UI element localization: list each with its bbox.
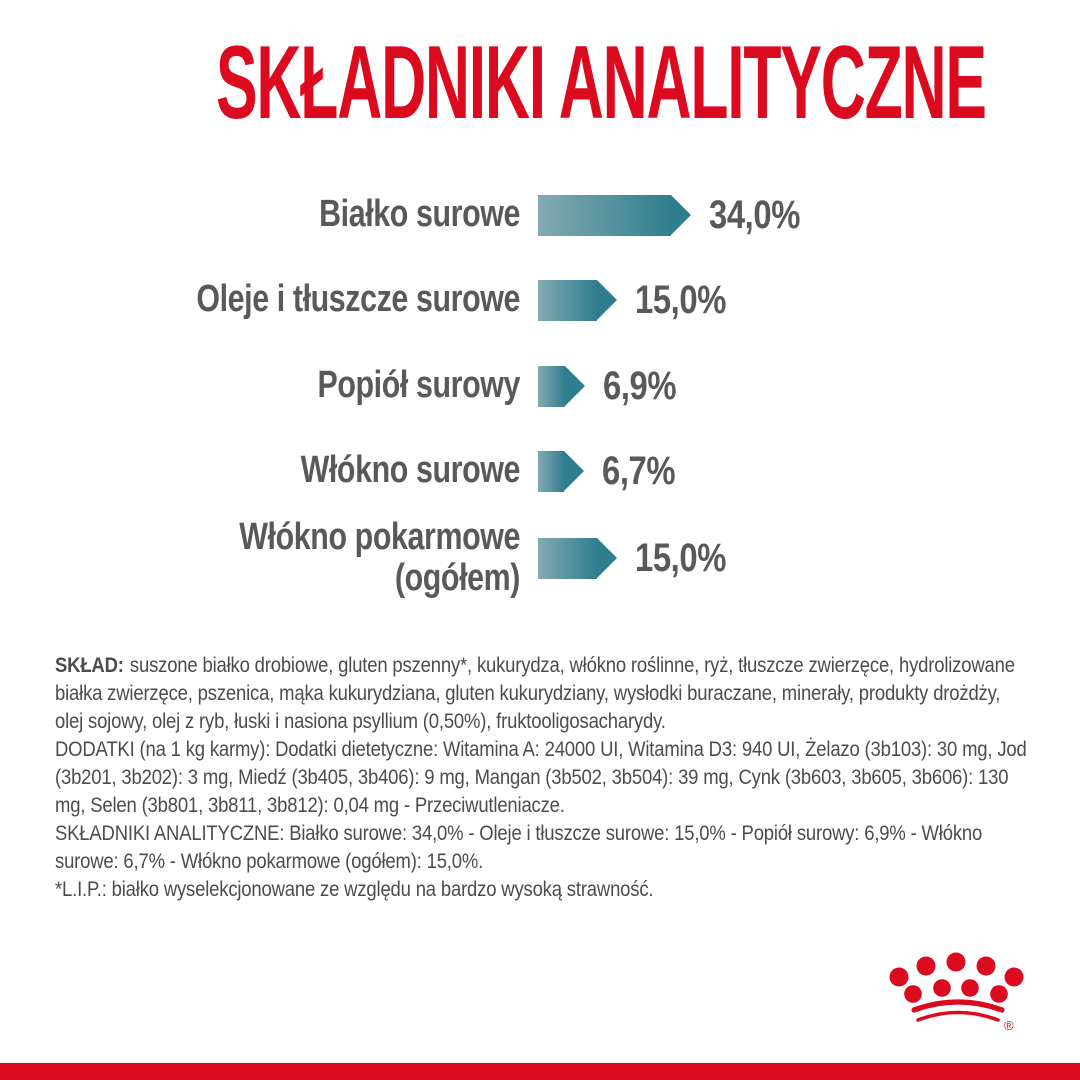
lip-footnote: *L.I.P.: białko wyselekcjonowane ze względu na bardzo wysoką strawność. (55, 878, 654, 901)
ingredients-text-block (55, 652, 1030, 904)
chart-row-5 (0, 503, 1080, 613)
bar-label: Włókno surowe (300, 449, 520, 492)
bar-value: 6,7% (602, 448, 676, 493)
composition-paragraph (55, 652, 1030, 736)
bar-rect (538, 195, 671, 236)
bar-arrow-tip (564, 451, 584, 491)
value-bar (538, 538, 617, 579)
bar-label: Popiół surowy (317, 364, 520, 407)
registered-trademark-icon: ® (1004, 1018, 1014, 1033)
composition-text: suszone białko drobiowe, gluten pszenny*, kukurydza, włókno roślinne, ryż, tłuszcze zwierzęce, hydrolizowane białka zwierzęce, pszenica, mąka kukurydziana, gluten kukurydziany, wysłodki buraczane, minerały, produkty drożdży, olej sojowy, olej z ryb, łuski i nasiona psyllium (0,50%), fruktooligosacharydy. (55, 654, 1015, 733)
value-bar (538, 451, 584, 492)
bar-label: Oleje i tłuszcze surowe (196, 278, 521, 321)
analytical-constituents-paragraph: SKŁADNIKI ANALITYCZNE: Białko surowe: 34,0% - Oleje i tłuszcze surowe: 15,0% - Popiół surowy: 6,9% - Włókno surowe: 6,7% - Włókno pokarmowe (ogółem): 15,0%. (55, 822, 983, 873)
royal-canin-crown-logo (888, 950, 1034, 1036)
bar-arrow-tip (671, 195, 691, 235)
bar-label: Włókno pokarmowe (ogółem) (239, 515, 520, 599)
bar-arrow-tip (597, 280, 617, 320)
page-title: SKŁADNIKI ANALITYCZNE (216, 25, 986, 141)
bar-label: Białko surowe (319, 193, 520, 236)
composition-label: SKŁAD: (55, 654, 124, 677)
bar-value: 15,0% (634, 277, 726, 322)
value-bar (538, 366, 585, 407)
bar-rect (538, 451, 564, 492)
bar-value: 6,9% (602, 363, 677, 408)
bar-rect (538, 280, 597, 321)
bar-value: 34,0% (708, 192, 800, 237)
additives-paragraph: DODATKI (na 1 kg karmy): Dodatki dietetyczne: Witamina A: 24000 UI, Witamina D3: 940 UI, Żelazo (3b103): 30 mg, Jod (3b201, 3b202): 3 mg, Miedź (3b405, 3b406): 9 mg, Mangan (3b502, 3b504): 39 mg, Cynk (3b603, 3b605, 3b606): 130 mg, Selen (3b801, 3b811, 3b812): 0,04 mg - Przeciwutleniacze. (55, 738, 1027, 817)
bar-rect (538, 538, 597, 579)
brand-red-footer-bar (0, 1063, 1080, 1080)
bar-arrow-tip (597, 538, 617, 578)
value-bar (538, 195, 691, 236)
bar-arrow-tip (565, 366, 585, 406)
value-bar (538, 280, 617, 321)
bar-value: 15,0% (634, 535, 726, 580)
bar-rect (538, 366, 565, 407)
